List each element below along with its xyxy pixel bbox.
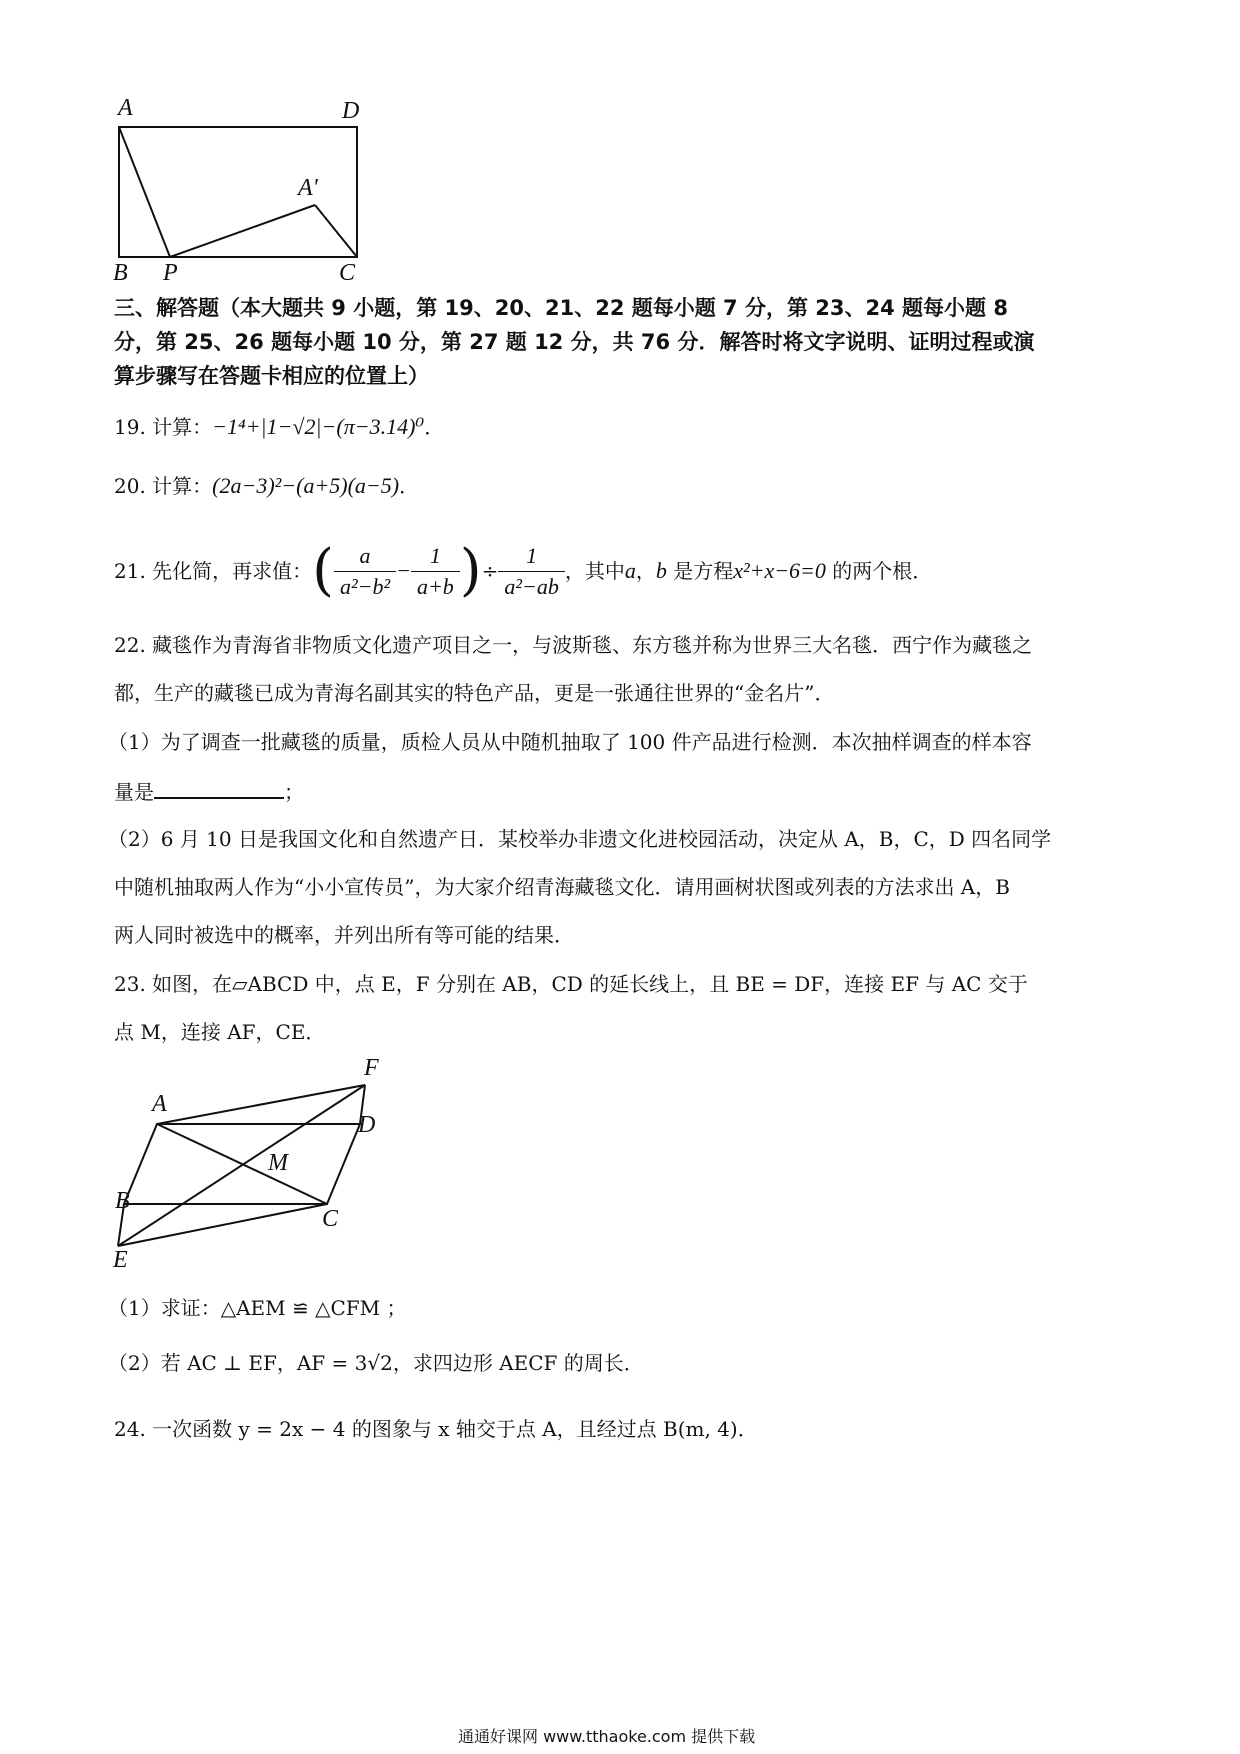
question-22-line2: 都，生产的藏毯已成为青海名副其实的特色产品，更是一张通往世界的“金名片”． [114, 681, 835, 705]
section-heading-line1: 三、解答题（本大题共 9 小题，第 19、20、21、22 题每小题 7 分，第 23、24 题每小题 8 [114, 296, 1008, 320]
footer-source: 通通好课网 www.tthaoke.com 提供下载 [458, 1727, 756, 1746]
question-22-part2-line3: 两人同时被选中的概率，并列出所有等可能的结果． [114, 923, 574, 947]
question-24: 24. 一次函数 y = 2x − 4 的图象与 x 轴交于点 A，且经过点 B(m, 4)． [114, 1417, 758, 1441]
question-22-part2-line1: （2）6 月 10 日是我国文化和自然遗产日．某校举办非遗文化进校园活动，决定从 A，B，C，D 四名同学 [108, 827, 1052, 851]
q21-fraction-2: $\frac{1}{a+b}$ [411, 541, 460, 602]
question-22-line1: 22. 藏毯作为青海省非物质文化遗产项目之一，与波斯毯、东方毯并称为世界三大名毯．西宁作为藏毯之 [114, 633, 1033, 657]
question-20: 20. 计算：(2a−3)²−(a+5)(a−5)． [114, 473, 420, 498]
label-P: P [163, 260, 178, 286]
section-heading-line3: 算步骤写在答题卡相应的位置上） [114, 364, 429, 388]
q21-equation: x²+x−6=0 [733, 558, 826, 583]
label-C: C [322, 1206, 339, 1232]
question-22-part2-line2: 中随机抽取两人作为“小小宣传员”，为大家介绍青海藏毯文化．请用画树状图或列表的方法求出 A，B [114, 875, 1010, 899]
label-F: F [364, 1055, 379, 1081]
label-B: B [115, 1188, 130, 1214]
label-B: B [113, 260, 128, 286]
question-23-part1: （1）求证：△AEM ≌ △CFM ； [108, 1296, 407, 1320]
question-19: 19. 计算：−1⁴+|1−√2|−(π−3.14)⁰． [114, 414, 445, 439]
question-21: 21. 先化简，再求值： ( $\frac{a}{\text{a²−b²}}$ − $\frac{1}{a+b}$ ) ÷ $\frac{1}{\text{a²−ab}}$ ，其中 a ， b 是方程 x²+x−6=0 的两个根． [114, 538, 933, 603]
q20-expression: (2a−3)²−(a+5)(a−5) [212, 473, 400, 498]
question-22-part1-line1: （1）为了调查一批藏毯的质量，质检人员从中随机抽取了 100 件产品进行检测．本次抽样调查的样本容 [108, 730, 1032, 754]
label-A: A [118, 95, 133, 121]
question-23-line1: 23. 如图，在▱ABCD 中，点 E，F 分别在 AB，CD 的延长线上，且 BE = DF，连接 EF 与 AC 交于 [114, 972, 1028, 996]
label-C: C [339, 260, 356, 286]
answer-blank[interactable] [154, 775, 284, 799]
q19-expression: −1⁴+|1−√2|−(π−3.14)⁰ [212, 414, 425, 439]
q21-fraction-1: $\frac{a}{\text{a²−b²}}$ [334, 541, 396, 602]
label-M: M [268, 1150, 288, 1176]
label-D: D [358, 1112, 376, 1138]
label-D: D [342, 98, 360, 124]
label-E: E [113, 1247, 128, 1273]
question-22-part1-line2: 量是 ； [114, 775, 304, 807]
label-A-prime: A′ [298, 175, 318, 201]
label-A: A [152, 1091, 167, 1117]
section-heading-line2: 分，第 25、26 题每小题 10 分，第 27 题 12 分，共 76 分．解答时将文字说明、证明过程或演 [114, 330, 1035, 354]
question-23-line2: 点 M，连接 AF，CE． [114, 1020, 326, 1044]
q21-fraction-3: $\frac{1}{\text{a²−ab}}$ [498, 541, 564, 602]
question-23-part2: （2）若 AC ⊥ EF，AF = 3√2，求四边形 AECF 的周长． [108, 1351, 644, 1375]
figure-rectangle-fold [0, 0, 1240, 320]
